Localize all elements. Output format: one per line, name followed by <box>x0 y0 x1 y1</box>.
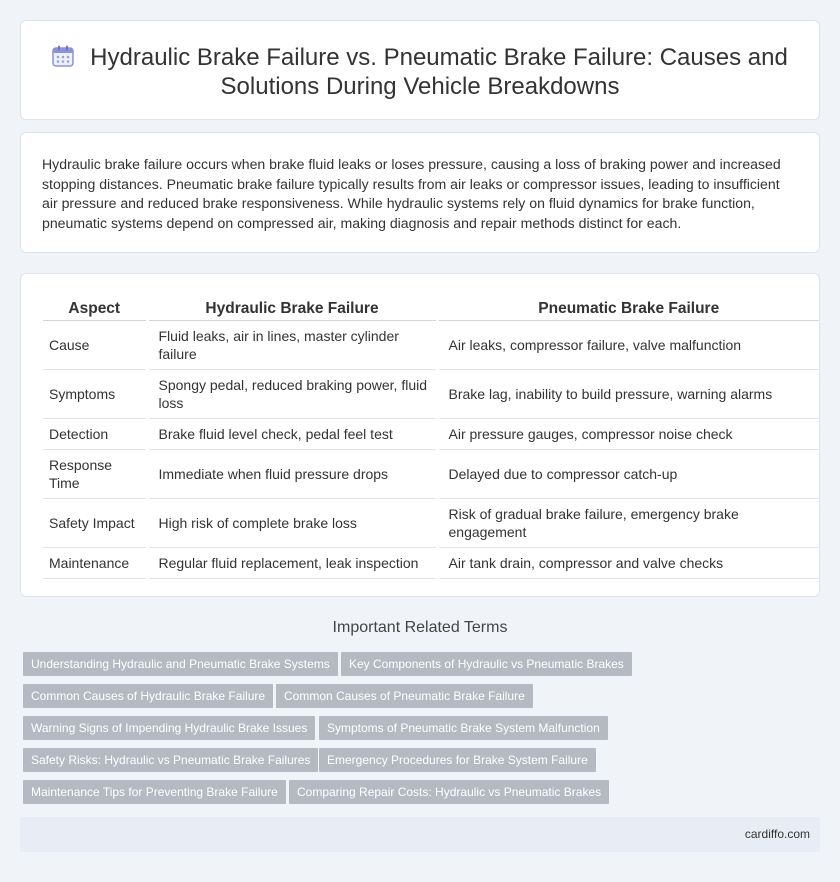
footer-site-link[interactable]: cardiffo.com <box>744 827 810 841</box>
related-term-tag[interactable]: Common Causes of Hydraulic Brake Failure <box>23 684 273 708</box>
row-aspect: Detection <box>43 418 147 449</box>
row-hydraulic: Immediate when fluid pressure drops <box>147 449 437 498</box>
title-line-1: Hydraulic Brake Failure vs. Pneumatic Brake Failure: Causes and <box>90 44 788 71</box>
related-term-tag[interactable]: Key Components of Hydraulic vs Pneumatic Brakes <box>341 652 632 676</box>
related-term-tag[interactable]: Warning Signs of Impending Hydraulic Brake Issues <box>23 716 315 740</box>
related-term-tag[interactable]: Safety Risks: Hydraulic vs Pneumatic Brake Failures <box>23 748 318 772</box>
title-line-2: Solutions During Vehicle Breakdowns <box>220 73 620 100</box>
row-hydraulic: Spongy pedal, reduced braking power, fluid loss <box>147 369 437 418</box>
header-pneumatic: Pneumatic Brake Failure <box>437 298 819 320</box>
comparison-table <box>43 298 819 579</box>
footer <box>20 817 820 852</box>
comparison-card <box>20 273 820 597</box>
calendar-icon <box>52 45 74 67</box>
intro-paragraph: Hydraulic brake failure occurs when brake fluid leaks or loses pressure, causing a loss of braking power and increased stopping distances. Pneumatic brake failure typically results from air leaks or compressor issues, leading to insufficient air pressure and reduced brake responsiveness. While hydraulic systems rely on fluid dynamics for brake function, pneumatic systems depend on compressed air, making diagnosis and repair methods distinct for each. <box>42 156 781 231</box>
table-row <box>43 418 819 449</box>
row-pneumatic: Air pressure gauges, compressor noise check <box>437 418 819 449</box>
related-term-tag[interactable]: Maintenance Tips for Preventing Brake Failure <box>23 780 286 804</box>
related-terms-title: Important Related Terms <box>332 619 508 636</box>
table-row <box>43 320 819 369</box>
row-hydraulic: High risk of complete brake loss <box>147 498 437 547</box>
related-term-tag[interactable]: Common Causes of Pneumatic Brake Failure <box>276 684 533 708</box>
intro-card <box>20 132 820 253</box>
title-card <box>20 20 820 120</box>
row-hydraulic: Brake fluid level check, pedal feel test <box>147 418 437 449</box>
related-term-tag[interactable]: Understanding Hydraulic and Pneumatic Brake Systems <box>23 652 338 676</box>
row-hydraulic: Regular fluid replacement, leak inspection <box>147 547 437 578</box>
header-hydraulic: Hydraulic Brake Failure <box>147 298 437 320</box>
row-pneumatic: Risk of gradual brake failure, emergency brake engagement <box>437 498 819 547</box>
table-header-row <box>43 298 819 320</box>
table-row <box>43 449 819 498</box>
row-pneumatic: Brake lag, inability to build pressure, warning alarms <box>437 369 819 418</box>
related-term-tag[interactable]: Comparing Repair Costs: Hydraulic vs Pneumatic Brakes <box>289 780 609 804</box>
row-aspect: Symptoms <box>43 369 147 418</box>
table-row <box>43 498 819 547</box>
related-term-tag[interactable]: Emergency Procedures for Brake System Failure <box>319 748 596 772</box>
row-aspect: Response Time <box>43 449 147 498</box>
row-pneumatic: Delayed due to compressor catch-up <box>437 449 819 498</box>
row-hydraulic: Fluid leaks, air in lines, master cylinder failure <box>147 320 437 369</box>
page-title <box>21 43 819 101</box>
row-pneumatic: Air tank drain, compressor and valve checks <box>437 547 819 578</box>
row-pneumatic: Air leaks, compressor failure, valve malfunction <box>437 320 819 369</box>
table-row <box>43 547 819 578</box>
row-aspect: Cause <box>43 320 147 369</box>
row-aspect: Safety Impact <box>43 498 147 547</box>
header-aspect: Aspect <box>43 298 147 320</box>
table-row <box>43 369 819 418</box>
related-term-tag[interactable]: Symptoms of Pneumatic Brake System Malfunction <box>319 716 608 740</box>
row-aspect: Maintenance <box>43 547 147 578</box>
